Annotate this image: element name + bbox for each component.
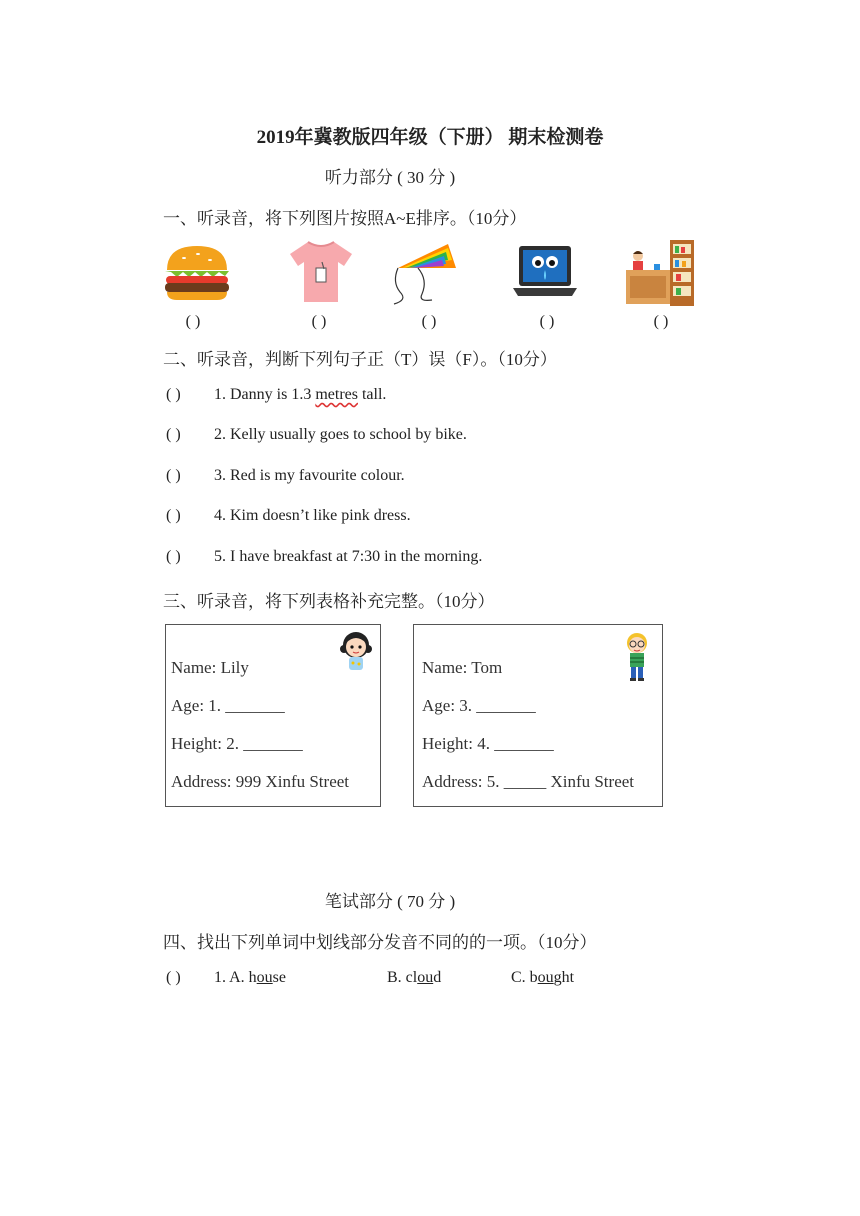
listening-header: 听力部分 ( 30 分 ) xyxy=(324,168,456,187)
info-card-tom xyxy=(413,624,663,807)
section-1-heading: 一、听录音，将下列图片按照A~E排序。（10分） xyxy=(163,209,527,228)
section-3-heading: 三、听录音，将下列表格补充完整。（10分） xyxy=(163,592,495,611)
card-name: Name: Lily xyxy=(171,658,249,677)
page-title: 2019年冀教版四年级（下册） 期末检测卷 xyxy=(256,127,604,148)
answer-paren[interactable]: ( ) xyxy=(166,386,181,403)
picture-answer-blank[interactable]: ( ) xyxy=(421,313,437,330)
tf-item: ( ) 5. I have breakfast at 7:30 in the morning. xyxy=(166,548,483,565)
tf-item: ( ) 1. Danny is 1.3 metres tall. xyxy=(166,386,387,403)
spelling-flag: metres xyxy=(315,386,358,403)
card-height[interactable]: Height: 2. _______ xyxy=(171,734,303,753)
card-age[interactable]: Age: 1. _______ xyxy=(171,696,285,715)
card-height[interactable]: Height: 4. _______ xyxy=(422,734,554,753)
pronunciation-item xyxy=(166,969,286,987)
answer-paren[interactable]: ( ) xyxy=(166,507,181,524)
hamburger-icon xyxy=(162,238,232,306)
tf-item: ( ) 4. Kim doesn’t like pink dress. xyxy=(166,507,411,524)
tf-item: ( ) 2. Kelly usually goes to school by bike. xyxy=(166,426,467,443)
t-shirt-icon xyxy=(286,238,356,306)
card-age[interactable]: Age: 3. _______ xyxy=(422,696,536,715)
picture-answer-blank[interactable]: ( ) xyxy=(185,313,201,330)
writing-header: 笔试部分 ( 70 分 ) xyxy=(324,892,456,911)
tf-item: ( ) 3. Red is my favourite colour. xyxy=(166,467,405,484)
girl-icon xyxy=(338,629,374,673)
picture-answer-blank[interactable]: ( ) xyxy=(311,313,327,330)
card-address: Address: 999 Xinfu Street xyxy=(171,772,350,791)
boy-icon xyxy=(622,631,652,683)
kite-icon xyxy=(388,238,458,306)
option-b: B. cloud xyxy=(387,969,442,986)
store-icon xyxy=(624,238,694,306)
section-4-heading: 四、找出下列单词中划线部分发音不同的的一项。（10分） xyxy=(163,933,597,952)
answer-paren[interactable]: ( ) xyxy=(166,426,181,443)
card-address[interactable]: Address: 5. _____ Xinfu Street xyxy=(422,772,635,791)
laptop-icon xyxy=(510,238,580,306)
answer-paren[interactable]: ( ) xyxy=(166,548,181,565)
info-card-lily xyxy=(165,624,381,807)
option-a: 1. A. house xyxy=(214,969,286,986)
answer-paren[interactable]: ( ) xyxy=(166,467,181,484)
section-2-heading: 二、听录音，判断下列句子正（T）误（F）。（10分） xyxy=(163,350,557,369)
answer-paren[interactable]: ( ) xyxy=(166,969,181,986)
picture-answer-blank[interactable]: ( ) xyxy=(653,313,669,330)
card-name: Name: Tom xyxy=(422,658,503,677)
option-c: C. bought xyxy=(511,969,575,986)
picture-answer-blank[interactable]: ( ) xyxy=(539,313,555,330)
